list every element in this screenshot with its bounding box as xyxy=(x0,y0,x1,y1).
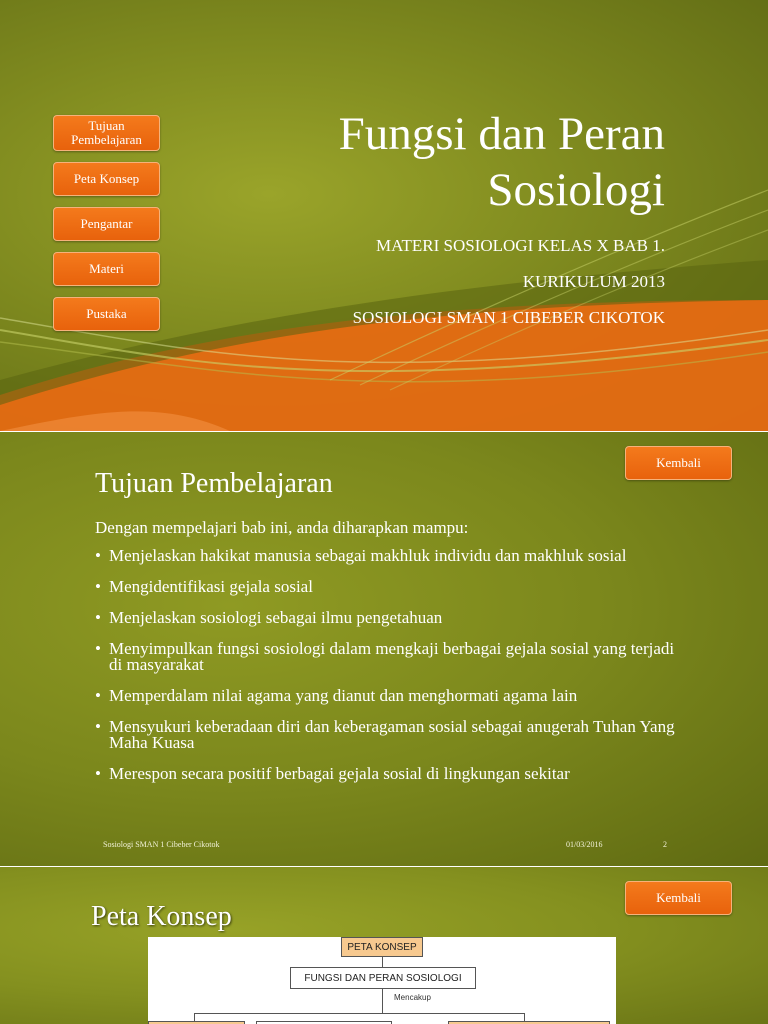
subtitle-line-2: KURIKULUM 2013 xyxy=(522,272,665,291)
list-item: • Menyimpulkan fungsi sosiologi dalam mengkaji berbagai gejala sosial yang terjadi di masyarakat xyxy=(95,641,675,673)
connector-line xyxy=(194,1013,524,1014)
connector-line xyxy=(382,989,383,1013)
objectives-list xyxy=(95,548,675,797)
concept-map-main-box: FUNGSI DAN PERAN SOSIOLOGI xyxy=(290,967,476,989)
list-item: • Memperdalam nilai agama yang dianut dan menghormati agama lain xyxy=(95,688,675,704)
footer-page-number: 2 xyxy=(663,840,667,849)
list-item: • Menjelaskan sosiologi sebagai ilmu pengetahuan xyxy=(95,610,675,626)
concept-map-top-box: PETA KONSEP xyxy=(341,937,423,957)
footer-source: Sosiologi SMAN 1 Cibeber Cikotok xyxy=(103,840,220,849)
list-item: • Merespon secara positif berbagai gejala sosial di lingkungan sekitar xyxy=(95,766,675,782)
nav-button-pustaka[interactable]: Pustaka xyxy=(53,297,160,331)
nav-button-materi[interactable]: Materi xyxy=(53,252,160,286)
subtitle-line-3: SOSIOLOGI SMAN 1 CIBEBER CIKOTOK xyxy=(352,308,665,327)
concept-map-slide xyxy=(0,867,768,1024)
concept-map-diagram xyxy=(148,937,616,1024)
slide-title: Fungsi dan Peran Sosiologi xyxy=(338,108,665,216)
slide-heading: Peta Konsep xyxy=(91,901,232,932)
connector-line xyxy=(382,957,383,967)
back-button[interactable]: Kembali xyxy=(625,446,732,480)
objectives-slide xyxy=(0,432,768,866)
slide-heading: Tujuan Pembelajaran xyxy=(95,468,333,499)
intro-text: Dengan mempelajari bab ini, anda diharapkan mampu: xyxy=(95,518,469,537)
link-label: Mencakup xyxy=(394,993,431,1002)
list-item: • Menjelaskan hakikat manusia sebagai makhluk individu dan makhluk sosial xyxy=(95,548,675,564)
footer-date: 01/03/2016 xyxy=(566,840,603,849)
title-slide xyxy=(0,0,768,431)
back-button[interactable]: Kembali xyxy=(625,881,732,915)
nav-button-peta-konsep[interactable]: Peta Konsep xyxy=(53,162,160,196)
list-item: • Mensyukuri keberadaan diri dan keberagaman sosial sebagai anugerah Tuhan Yang Maha Kuasa xyxy=(95,719,675,751)
nav-button-tujuan-pembelajaran[interactable]: Tujuan Pembelajaran xyxy=(53,115,160,151)
subtitle-line-1: MATERI SOSIOLOGI KELAS X BAB 1. xyxy=(375,236,665,255)
nav-button-pengantar[interactable]: Pengantar xyxy=(53,207,160,241)
list-item: • Mengidentifikasi gejala sosial xyxy=(95,579,675,595)
